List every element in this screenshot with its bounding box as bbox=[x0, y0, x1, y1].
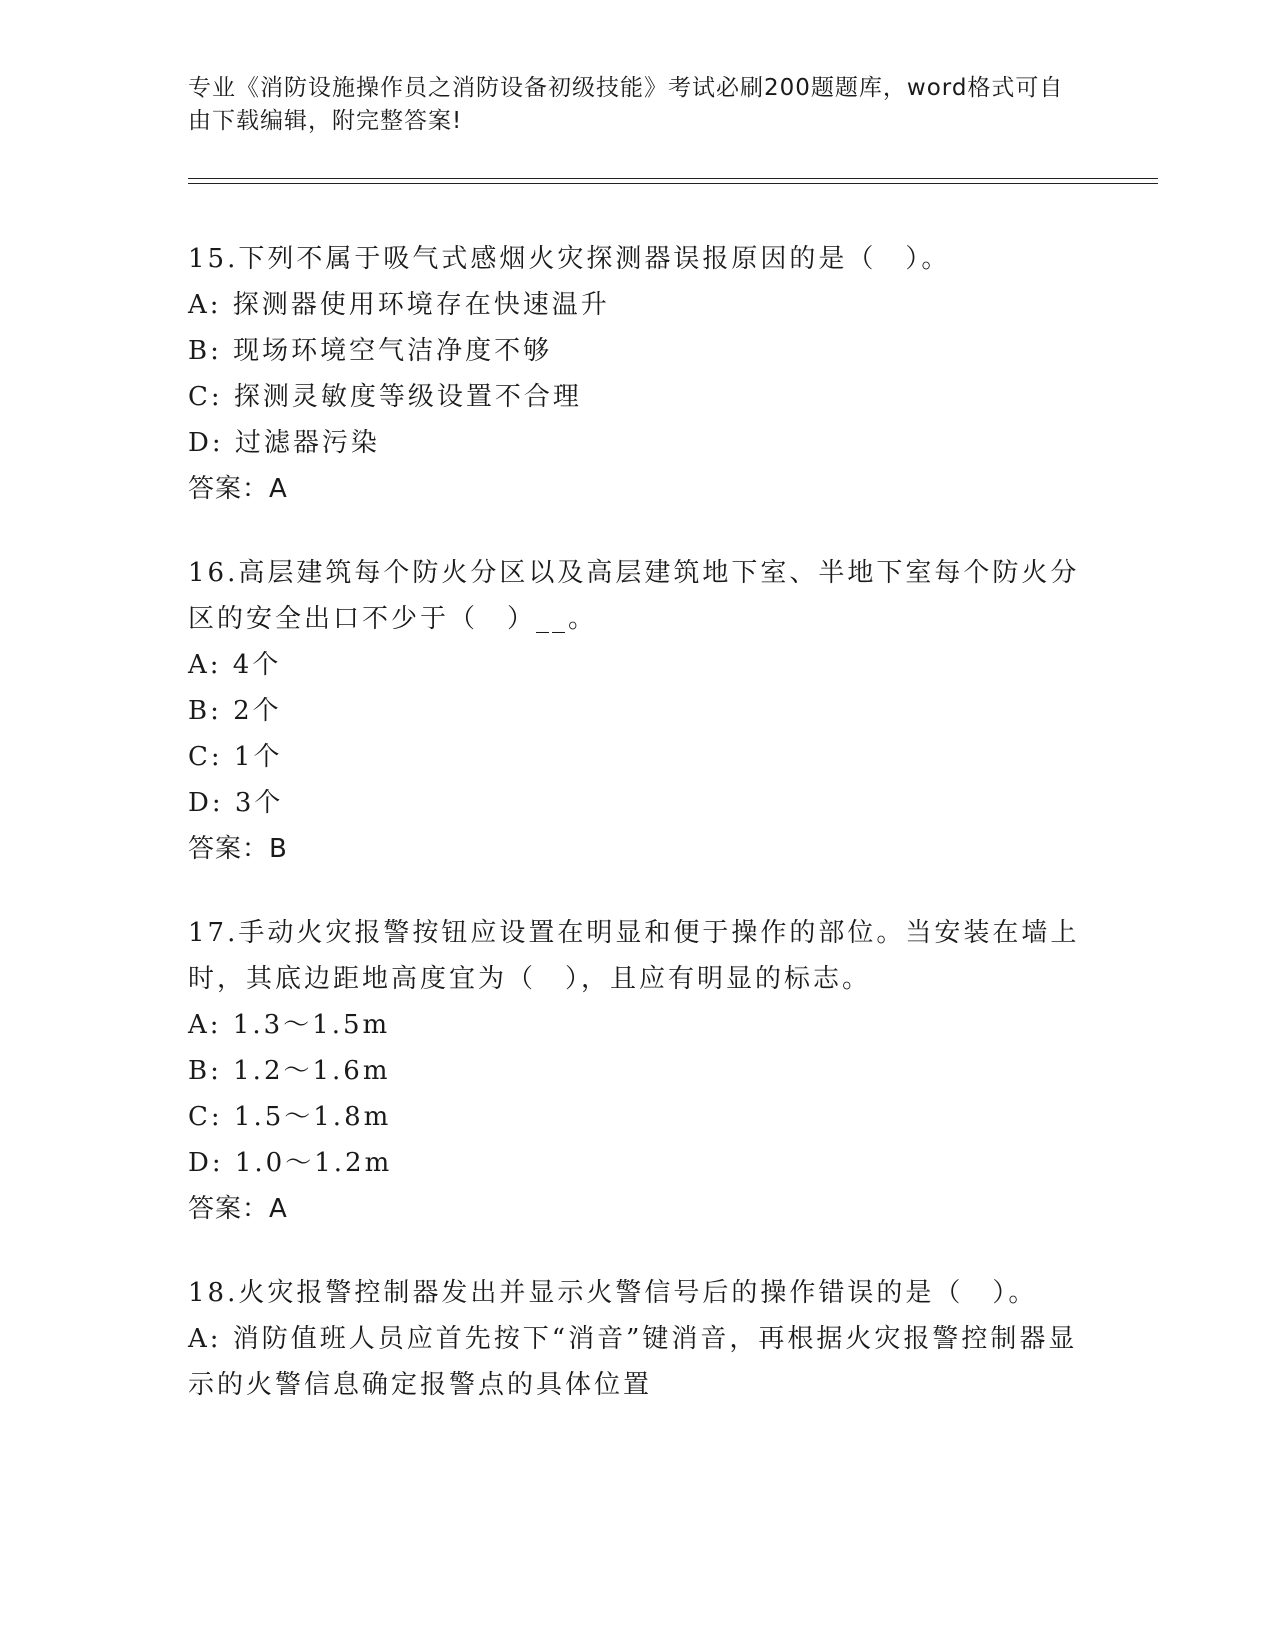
option-a: A: 探测器使用环境存在快速温升 bbox=[188, 290, 610, 320]
answer-label: 答案：A bbox=[188, 1194, 288, 1224]
option-d: D: 1.0～1.2m bbox=[188, 1148, 393, 1178]
answer-label: 答案：B bbox=[188, 834, 288, 864]
question-text: 16.高层建筑每个防火分区以及高层建筑地下室、半地下室每个防火分区的安全出口不少于（ ）__。 bbox=[188, 558, 1080, 634]
option-d: D: 3个 bbox=[188, 788, 284, 818]
question-text: 17.手动火灾报警按钮应设置在明显和便于操作的部位。当安装在墙上时，其底边距地高度宜为（ ），且应有明显的标志。 bbox=[188, 918, 1080, 994]
option-d: D: 过滤器污染 bbox=[188, 428, 380, 458]
option-c: C: 1.5～1.8m bbox=[188, 1102, 392, 1132]
header-divider-top bbox=[188, 178, 1158, 179]
question-text: 15.下列不属于吸气式感烟火灾探测器误报原因的是（ ）。 bbox=[188, 244, 951, 274]
option-b: B: 1.2～1.6m bbox=[188, 1056, 391, 1086]
header-divider-bottom bbox=[188, 183, 1158, 184]
option-a: A: 消防值班人员应首先按下“消音”键消音，再根据火灾报警控制器显示的火警信息确定报警点的具体位置 bbox=[188, 1324, 1078, 1400]
question-15 bbox=[188, 236, 1088, 512]
answer-label: 答案：A bbox=[188, 474, 288, 504]
option-c: C: 探测灵敏度等级设置不合理 bbox=[188, 382, 582, 412]
question-list bbox=[188, 236, 1088, 1446]
option-c: C: 1个 bbox=[188, 742, 283, 772]
option-a: A: 4个 bbox=[188, 650, 282, 680]
document-header: 专业《消防设施操作员之消防设备初级技能》考试必刷200题题库，word格式可自由下载编辑，附完整答案! bbox=[188, 75, 1064, 134]
option-b: B: 现场环境空气洁净度不够 bbox=[188, 336, 553, 366]
option-b: B: 2个 bbox=[188, 696, 282, 726]
question-17 bbox=[188, 910, 1088, 1232]
question-text: 18.火灾报警控制器发出并显示火警信号后的操作错误的是（ ）。 bbox=[188, 1278, 1038, 1308]
option-a: A: 1.3～1.5m bbox=[188, 1010, 391, 1040]
question-18 bbox=[188, 1270, 1088, 1408]
question-16 bbox=[188, 550, 1088, 872]
